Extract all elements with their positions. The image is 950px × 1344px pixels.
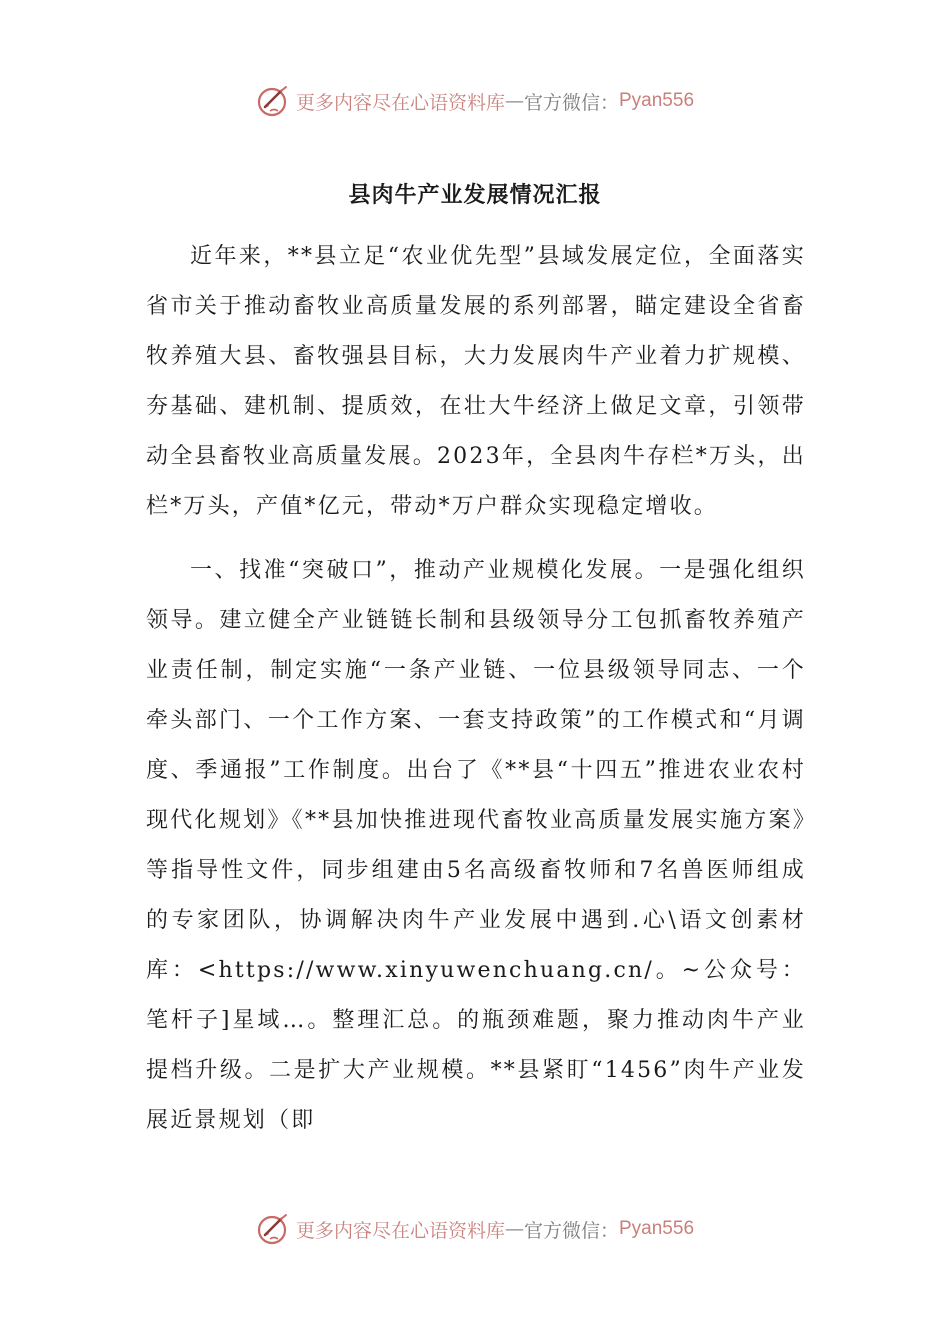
header-banner bbox=[0, 84, 950, 118]
banner-wechat-id: Pyan556 bbox=[619, 1218, 695, 1239]
banner-label: 官方微信： bbox=[523, 1219, 619, 1242]
banner-wechat-id: Pyan556 bbox=[619, 90, 695, 111]
banner-dash: — bbox=[504, 1218, 524, 1240]
document-title: 县肉牛产业发展情况汇报 bbox=[348, 182, 602, 208]
banner-dash: — bbox=[504, 90, 524, 112]
paragraph-intro: 近年来，**县立足“农业优先型”县域发展定位，全面落实省市关于推动畜牧业高质量发展的系列部署，瞄定建设全省畜牧养殖大县、畜牧强县目标，大力发展肉牛产业着力扩规模、夯基础、建机制、提质效，在壮大牛经济上做足文章，引领带动全县畜牧业高质量发展。2023年，全县肉牛存栏*万头，出栏*万头，产值*亿元，带动*万户群众实现稳定增收。 bbox=[146, 244, 806, 519]
banner-brand: 更多内容尽在心语资料库 bbox=[295, 1219, 505, 1242]
header-banner-text bbox=[296, 88, 694, 115]
paragraph-section-one: 一、找准“突破口”，推动产业规模化发展。一是强化组织领导。建立健全产业链链长制和县级领导分工包抓畜牧养殖产业责任制，制定实施“一条产业链、一位县级领导同志、一个牵头部门、一个工作方案、一套支持政策”的工作模式和“月调度、季通报”工作制度。出台了《**县“十四五”推进农业农村现代化规划》《**县加快推进现代畜牧业高质量发展实施方案》等指导性文件，同步组建由5名高级畜牧师和7名兽医师组成的专家团队，协调解决肉牛产业发展中遇到.心\语文创素材库：<https://www.xinyuwenchuang.cn/。~公众号：笔杆子]星域…。整理汇总。的瓶颈难题，聚力推动肉牛产业提档升级。二是扩大产业规模。**县紧盯“1456”肉牛产业发展近景规划（即 bbox=[146, 558, 806, 1133]
document-body bbox=[146, 232, 806, 1146]
banner-label: 官方微信： bbox=[523, 91, 619, 114]
banner-brand: 更多内容尽在心语资料库 bbox=[295, 91, 505, 114]
footer-banner-text bbox=[296, 1216, 694, 1243]
pen-circle-logo-icon bbox=[256, 1212, 290, 1246]
footer-banner bbox=[0, 1212, 950, 1246]
pen-circle-logo-icon bbox=[256, 84, 290, 118]
